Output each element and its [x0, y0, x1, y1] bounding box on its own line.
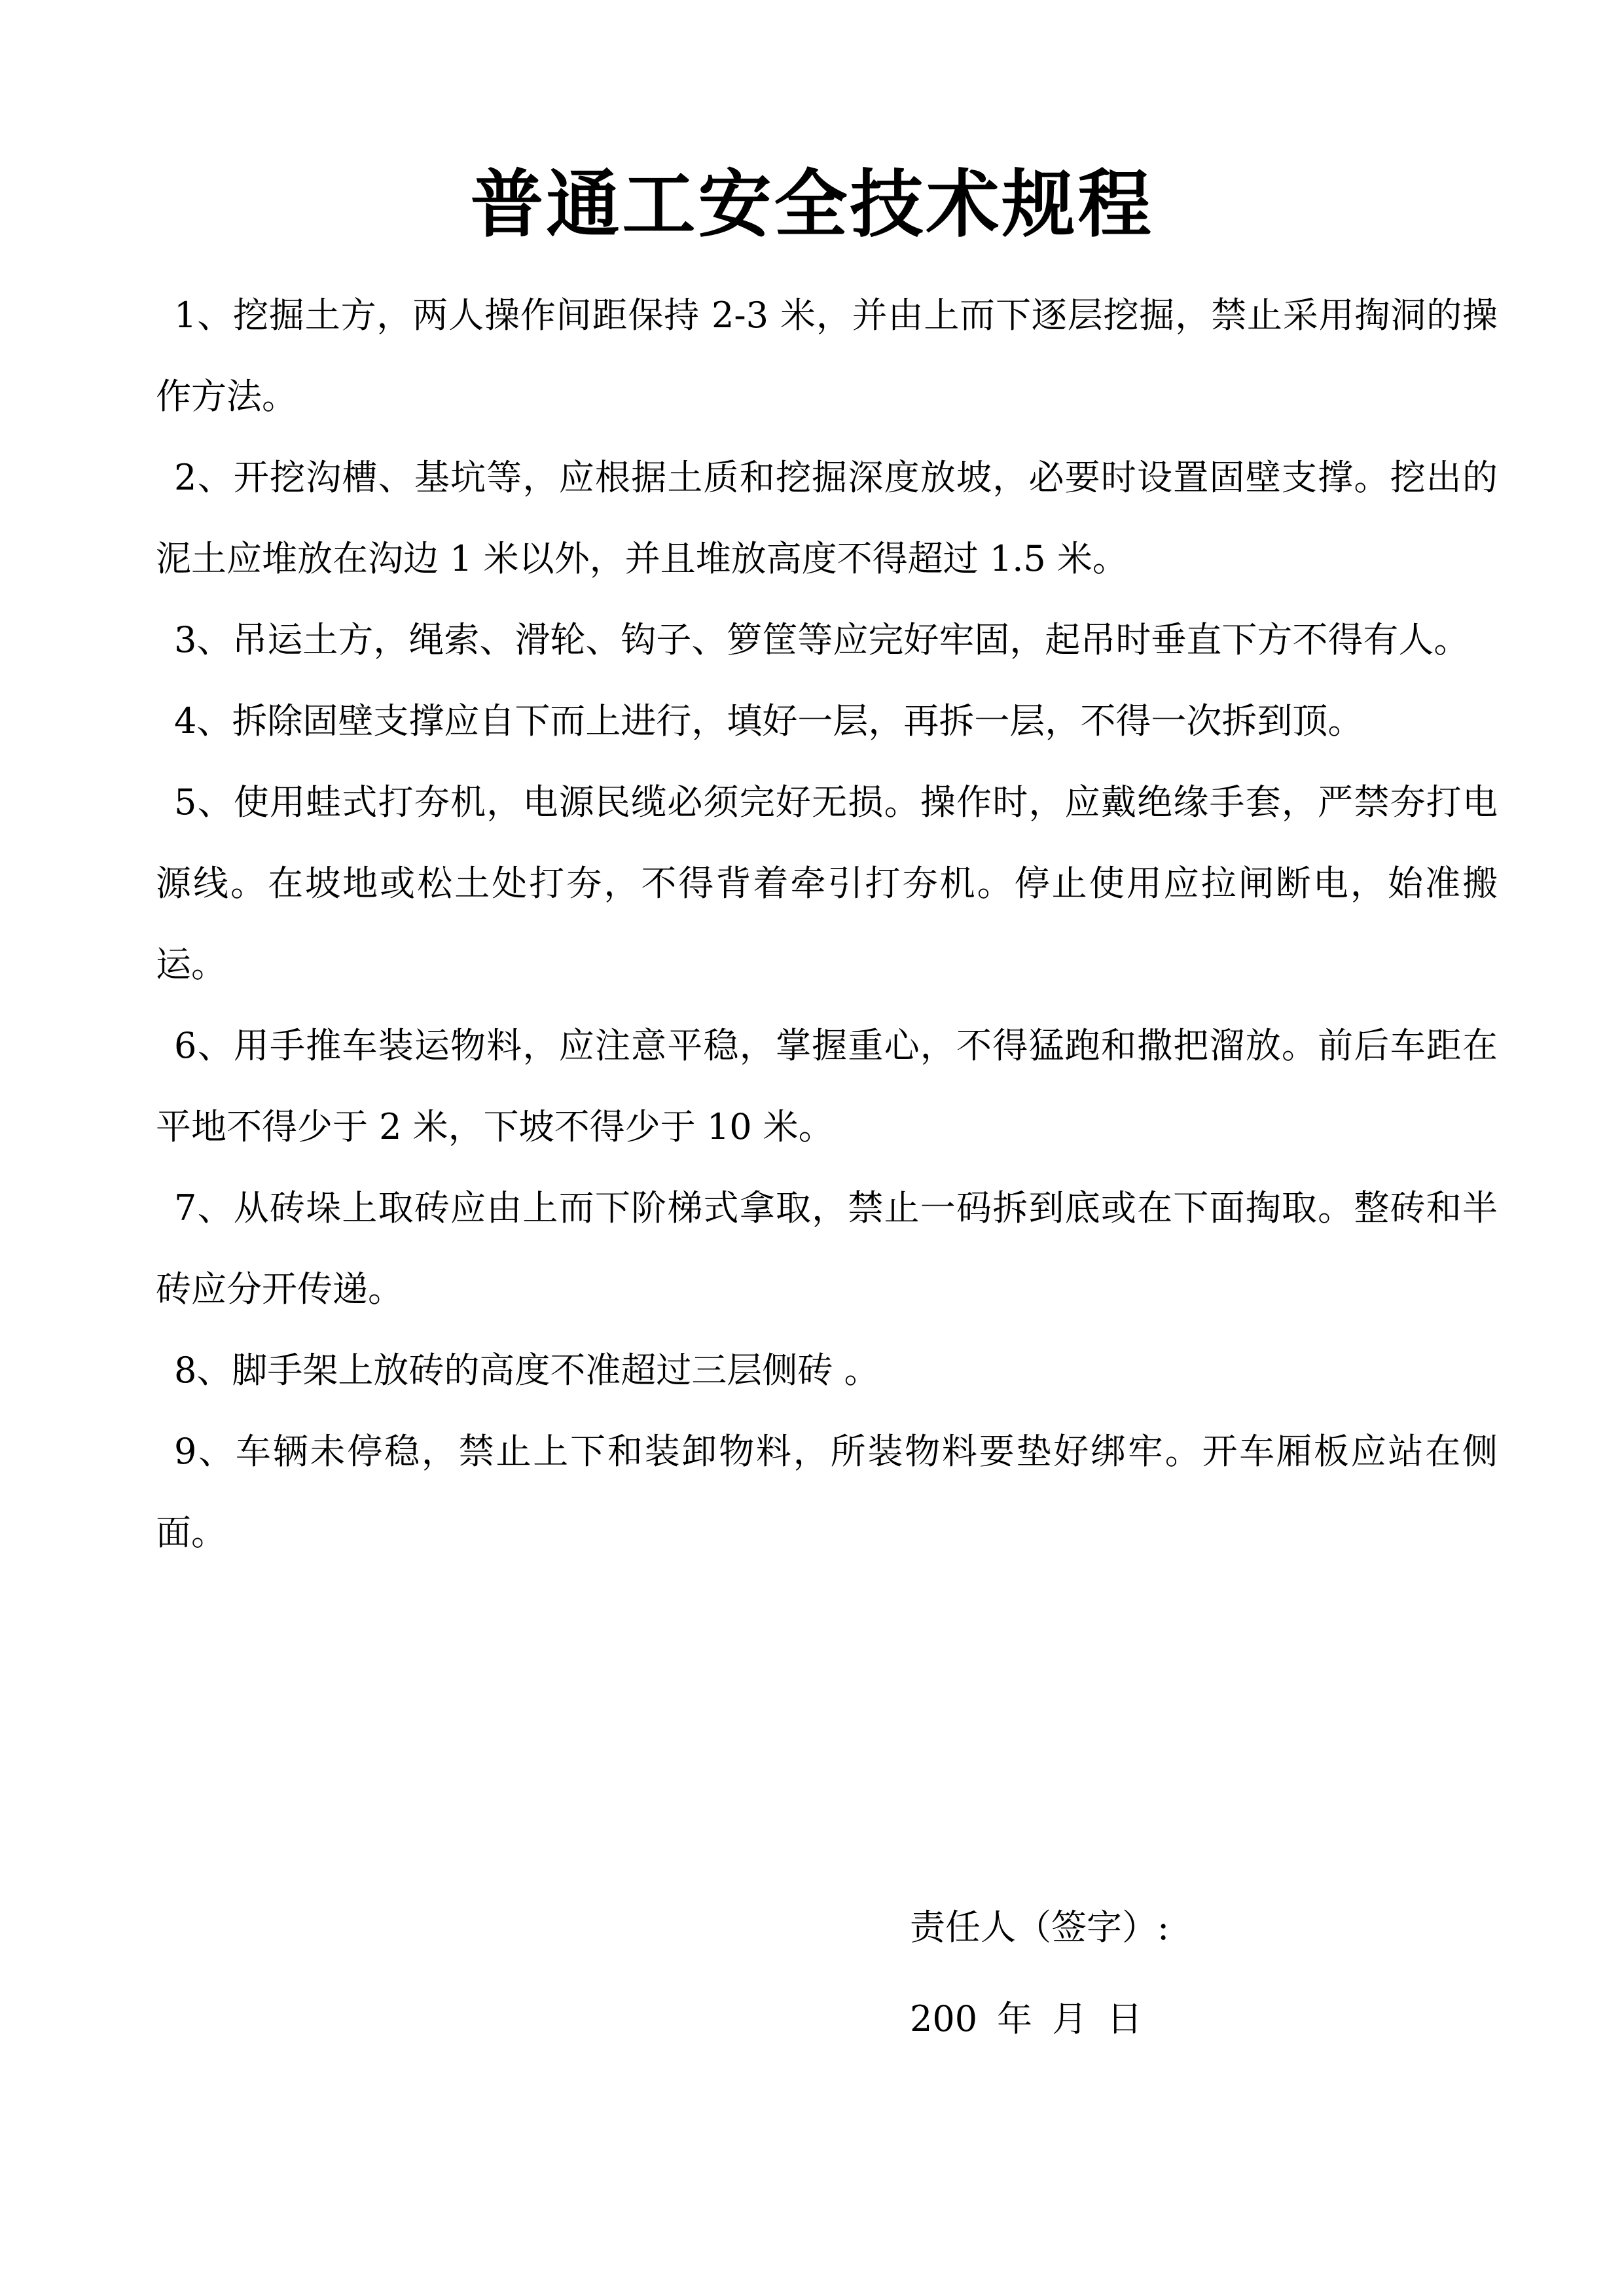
date-day-unit: 日	[1107, 1998, 1143, 2039]
clause-6: 6、用手推车装运物料，应注意平稳，掌握重心，不得猛跑和撒把溜放。前后车距在平地不得少于 2 米，下坡不得少于 10 米。	[156, 1025, 1498, 1147]
clause-5: 5、使用蛙式打夯机，电源民缆必须完好无损。操作时，应戴绝缘手套，严禁夯打电源线。在坡地或松土处打夯，不得背着牵引打夯机。停止使用应拉闸断电，始准搬运。	[156, 781, 1498, 985]
clause-9: 9、车辆未停稳，禁止上下和装卸物料，所装物料要垫好绑牢。开车厢板应站在侧面。	[156, 1431, 1498, 1553]
date-year-unit: 年	[997, 1998, 1033, 2039]
clause-7: 7、从砖垛上取砖应由上而下阶梯式拿取，禁止一码拆到底或在下面掏取。整砖和半砖应分开传递。	[156, 1187, 1498, 1310]
date-month-unit: 月	[1052, 1998, 1088, 2039]
signature-block	[910, 1905, 1499, 2042]
clause-4: 4、拆除固壁支撑应自下而上进行，填好一层，再拆一层，不得一次拆到顶。	[174, 700, 1363, 742]
clause-1: 1、挖掘土方，两人操作间距保持 2-3 米，并由上而下逐层挖掘，禁止采用掏洞的操作方法。	[156, 295, 1498, 417]
signature-label: 责任人（签字）:	[910, 1907, 1170, 1948]
clause-8: 8、脚手架上放砖的高度不准超过三层侧砖 。	[174, 1350, 880, 1391]
clause-list	[156, 275, 1498, 1573]
document-title: 普通工安全技术规程	[470, 162, 1154, 247]
signature-date	[910, 1996, 1499, 2042]
clause-2: 2、开挖沟槽、基坑等，应根据土质和挖掘深度放坡，必要时设置固壁支撑。挖出的泥土应堆放在沟边 1 米以外，并且堆放高度不得超过 1.5 米。	[156, 457, 1498, 579]
clause-3: 3、吊运土方，绳索、滑轮、钩子、箩筐等应完好牢固，起吊时垂直下方不得有人。	[174, 619, 1470, 660]
date-year: 200	[910, 1998, 978, 2039]
